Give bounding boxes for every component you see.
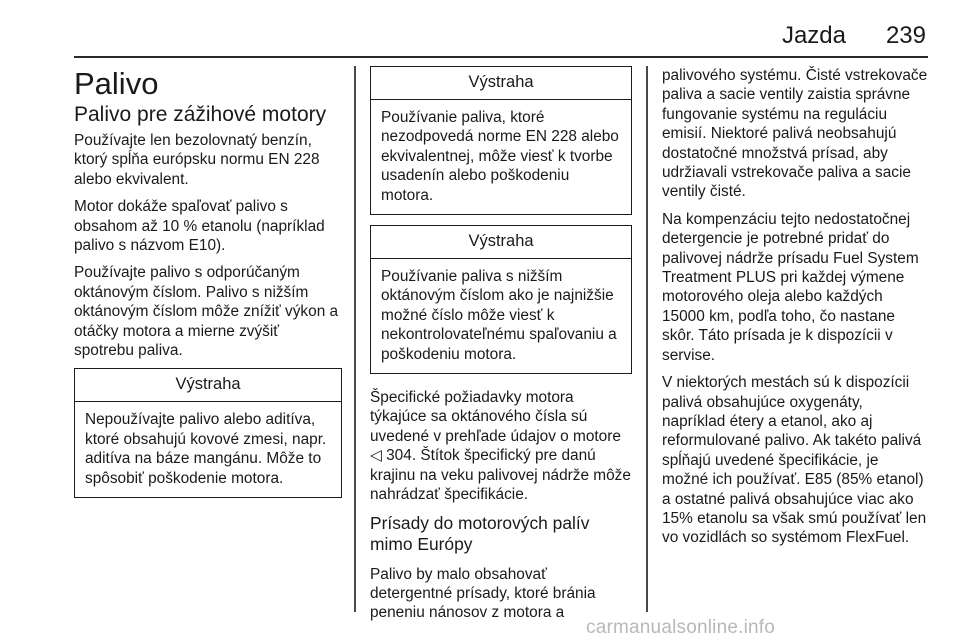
warning-title: Výstraha [371,67,631,100]
column-divider-1 [354,66,356,612]
warning-text: Nepoužívajte palivo alebo aditíva, ktoré obsahujú kovové zmesi, napr. aditíva na báze mangánu. Môže to spôsobiť poškodenie motora. [85,411,327,487]
paragraph [370,388,632,504]
section-heading: Palivo pre zážihové motory [74,103,327,126]
warning-title: Výstraha [75,369,341,402]
paragraph: V niektorých mestách sú k dispozícii palivá obsahujúce oxygenáty, napríklad étery a etanol, ako aj reformulované palivo. Ak takéto palivá spĺňajú uvedené špecifikácie, je možné ich používať. E85 (85% etanol) a ostatné palivá obsahujúce viac ako 15% etanolu sa však smú používať len vo vozidlách so systémom FlexFuel. [662,374,927,547]
reference-arrow-icon: ◁ [370,447,382,465]
paragraph-text: . Štítok špecifický pre danú krajinu na veku palivovej nádrže môže nahrádzať špecifikácie. [370,447,631,504]
column-divider-2 [646,66,648,612]
warning-text: Používanie paliva, ktoré nezodpovedá norme EN 228 alebo ekvivalentnej, môže viesť k tvorbe usadenín alebo poškodeniu motora. [381,109,619,204]
chapter-heading: Palivo [74,66,159,101]
paragraph: Palivo by malo obsahovať detergentné prísady, ktoré bránia peneniu nánosov z motora a [370,565,596,622]
watermark: carmanualsonline.info [586,617,776,638]
header-rule [74,56,928,58]
subsection-heading: Prísady do motorových palív mimo Európy [370,512,590,554]
paragraph: Na kompenzáciu tejto nedostatočnej detergencie je potrebné pridať do palivovej nádrže prísadu Fuel System Treatment PLUS pri každej výmene motorového oleja alebo každých 15000 km, podľa toho, čo nastane skôr. Táto prísada je k dispozícii v servise. [662,210,919,364]
paragraph-text: Špecifické požiadavky motora týkajúce sa oktánového čísla sú uvedené v prehľade údajov o motore [370,389,621,445]
column-3 [662,66,928,556]
warning-title: Výstraha [371,226,631,259]
warning-box [370,66,632,215]
section-title: Jazda [781,22,846,49]
paragraph: Motor dokáže spaľovať palivo s obsahom až 10 % etanolu (napríklad palivo s názvom E10). [74,198,325,255]
reference-page: 304 [386,447,412,465]
warning-text: Používanie paliva s nižším oktánovým číslom ako je najnižšie možné číslo môže viesť k nekontrolovateľnému spaľovaniu a poškodeniu motora. [381,268,617,363]
page-reference-link[interactable] [370,447,412,464]
column-1 [74,66,342,506]
column-2 [370,66,632,631]
paragraph: Používajte palivo s odporúčaným oktánovým číslom. Palivo s nižším oktánovým číslom môže znížiť výkon a otáčky motora a mierne zvýšiť spotrebu paliva. [74,264,339,360]
paragraph: palivového systému. Čisté vstrekovače paliva a sacie ventily zaistia správne fungovanie systému na reguláciu emisií. Niektoré palivá neobsahujú dostatočné množstvá prísad, aby udržiavali vstrekovače paliva a sacie ventily čisté. [662,67,928,201]
paragraph: Používajte len bezolovnatý benzín, ktorý spĺňa európsku normu EN 228 alebo ekvivalent. [74,132,320,188]
page-number: 239 [885,22,926,49]
warning-box [370,225,632,374]
warning-box [74,368,342,498]
